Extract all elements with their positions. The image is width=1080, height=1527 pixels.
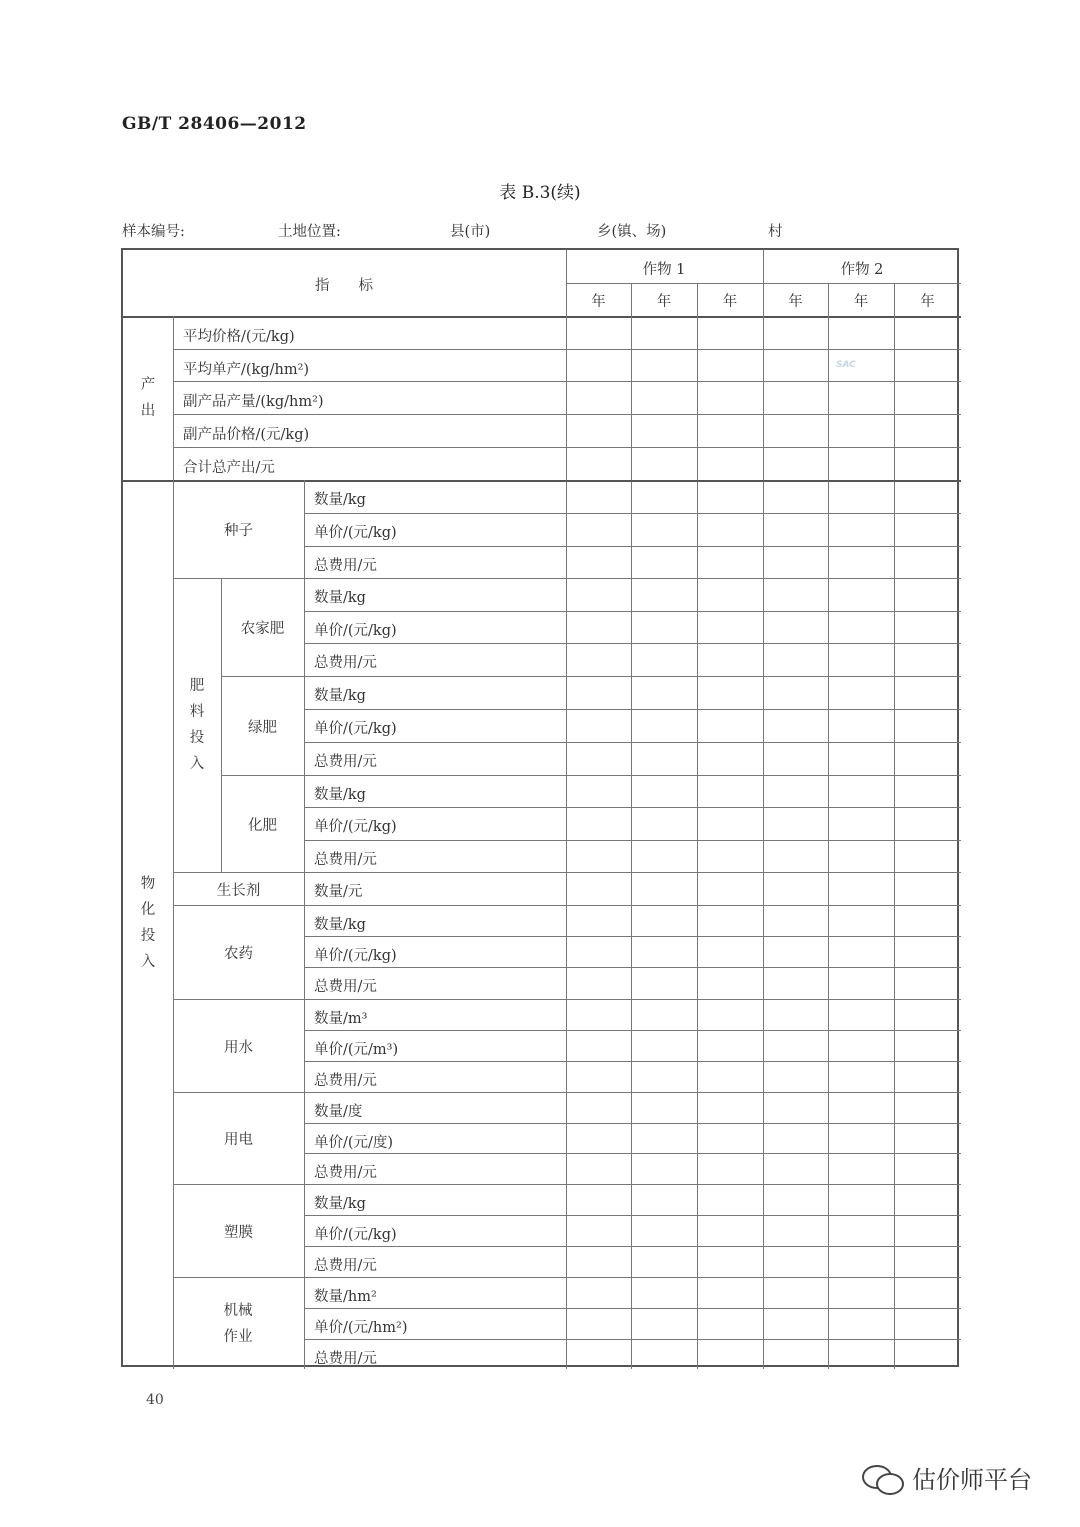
land-location-label: 土地位置: [278, 224, 341, 240]
header-year: 年 [591, 294, 606, 310]
header-year: 年 [656, 294, 672, 310]
green-manure-label: 绿肥 [248, 719, 277, 736]
plastic-film-label: 塑膜 [224, 1224, 253, 1241]
water-label: 用水 [224, 1039, 253, 1056]
standard-number: GB/T 28406—2012 [122, 114, 307, 134]
chemical-fertilizer-row: 单价/(元/kg) [314, 819, 397, 835]
header-year: 年 [853, 294, 869, 310]
machinery-row: 数量/hm² [314, 1289, 377, 1305]
pesticide-row: 总费用/元 [314, 979, 377, 995]
county-label: 县(市) [450, 224, 491, 240]
seed-row: 单价/(元/kg) [314, 525, 397, 541]
village-label: 村 [768, 224, 783, 240]
manure-label: 农家肥 [240, 621, 285, 637]
green-manure-row: 单价/(元/kg) [314, 721, 397, 737]
seed-row: 数量/kg [314, 492, 366, 508]
water-row: 单价/(元/m³) [314, 1042, 399, 1058]
water-row: 数量/m³ [314, 1011, 368, 1027]
electricity-row: 总费用/元 [314, 1165, 377, 1181]
chemical-fertilizer-row: 数量/kg [314, 787, 366, 803]
table-title: 表 B.3(续) [499, 183, 581, 203]
plastic-film-row: 单价/(元/kg) [314, 1227, 397, 1243]
pesticide-row: 数量/kg [314, 917, 366, 933]
header-crop-2: 作物 2 [840, 262, 884, 278]
output-row-label: 副产品价格/(元/kg) [183, 427, 310, 443]
chemical-fertilizer-row: 总费用/元 [314, 852, 377, 868]
seed-row: 总费用/元 [314, 558, 377, 574]
machinery-row: 总费用/元 [314, 1351, 377, 1367]
electricity-row: 数量/度 [314, 1104, 363, 1120]
page-number: 40 [146, 1392, 164, 1408]
output-row-label: 平均价格/(元/kg) [183, 329, 295, 345]
pesticide-row: 单价/(元/kg) [314, 948, 397, 964]
township-label: 乡(镇、场) [597, 224, 667, 240]
pesticide-label: 农药 [224, 946, 253, 962]
green-manure-row: 总费用/元 [314, 754, 377, 770]
manure-row: 总费用/元 [314, 655, 377, 671]
seed-label: 种子 [224, 523, 253, 539]
wechat-icon [862, 1463, 906, 1493]
chemical-fertilizer-label: 化肥 [248, 817, 277, 834]
watermark-text: 估价师平台 [912, 1466, 1032, 1494]
growth-agent-row: 数量/元 [314, 884, 363, 900]
water-row: 总费用/元 [314, 1073, 377, 1089]
header-crop-1: 作物 1 [642, 262, 686, 278]
growth-agent-label: 生长剂 [216, 882, 261, 899]
header-year: 年 [722, 294, 738, 310]
output-row-label: 副产品产量/(kg/hm²) [183, 394, 324, 410]
manure-row: 数量/kg [314, 590, 366, 606]
plastic-film-row: 总费用/元 [314, 1258, 377, 1274]
manure-row: 单价/(元/kg) [314, 623, 397, 639]
electricity-label: 用电 [224, 1132, 253, 1148]
plastic-film-row: 数量/kg [314, 1196, 366, 1212]
sample-number-label: 样本编号: [122, 224, 185, 240]
watermark [862, 1460, 1032, 1495]
faint-sac-logo: SAC [836, 360, 856, 370]
green-manure-row: 数量/kg [314, 688, 366, 704]
output-row-label: 合计总产出/元 [183, 460, 275, 476]
electricity-row: 单价/(元/度) [314, 1135, 394, 1151]
machinery-row: 单价/(元/hm²) [314, 1320, 408, 1336]
header-indicator: 指 标 [315, 278, 373, 294]
survey-table [121, 248, 959, 1367]
output-row-label: 平均单产/(kg/hm²) [183, 362, 310, 378]
fertilizer-label: 肥 料 投 入 [189, 678, 205, 772]
machinery-label: 机械作业 [223, 1303, 253, 1345]
header-year: 年 [788, 294, 803, 310]
header-year: 年 [920, 294, 935, 310]
group-material: 物 化 投 入 [140, 876, 156, 970]
group-output: 产 出 [140, 377, 156, 419]
